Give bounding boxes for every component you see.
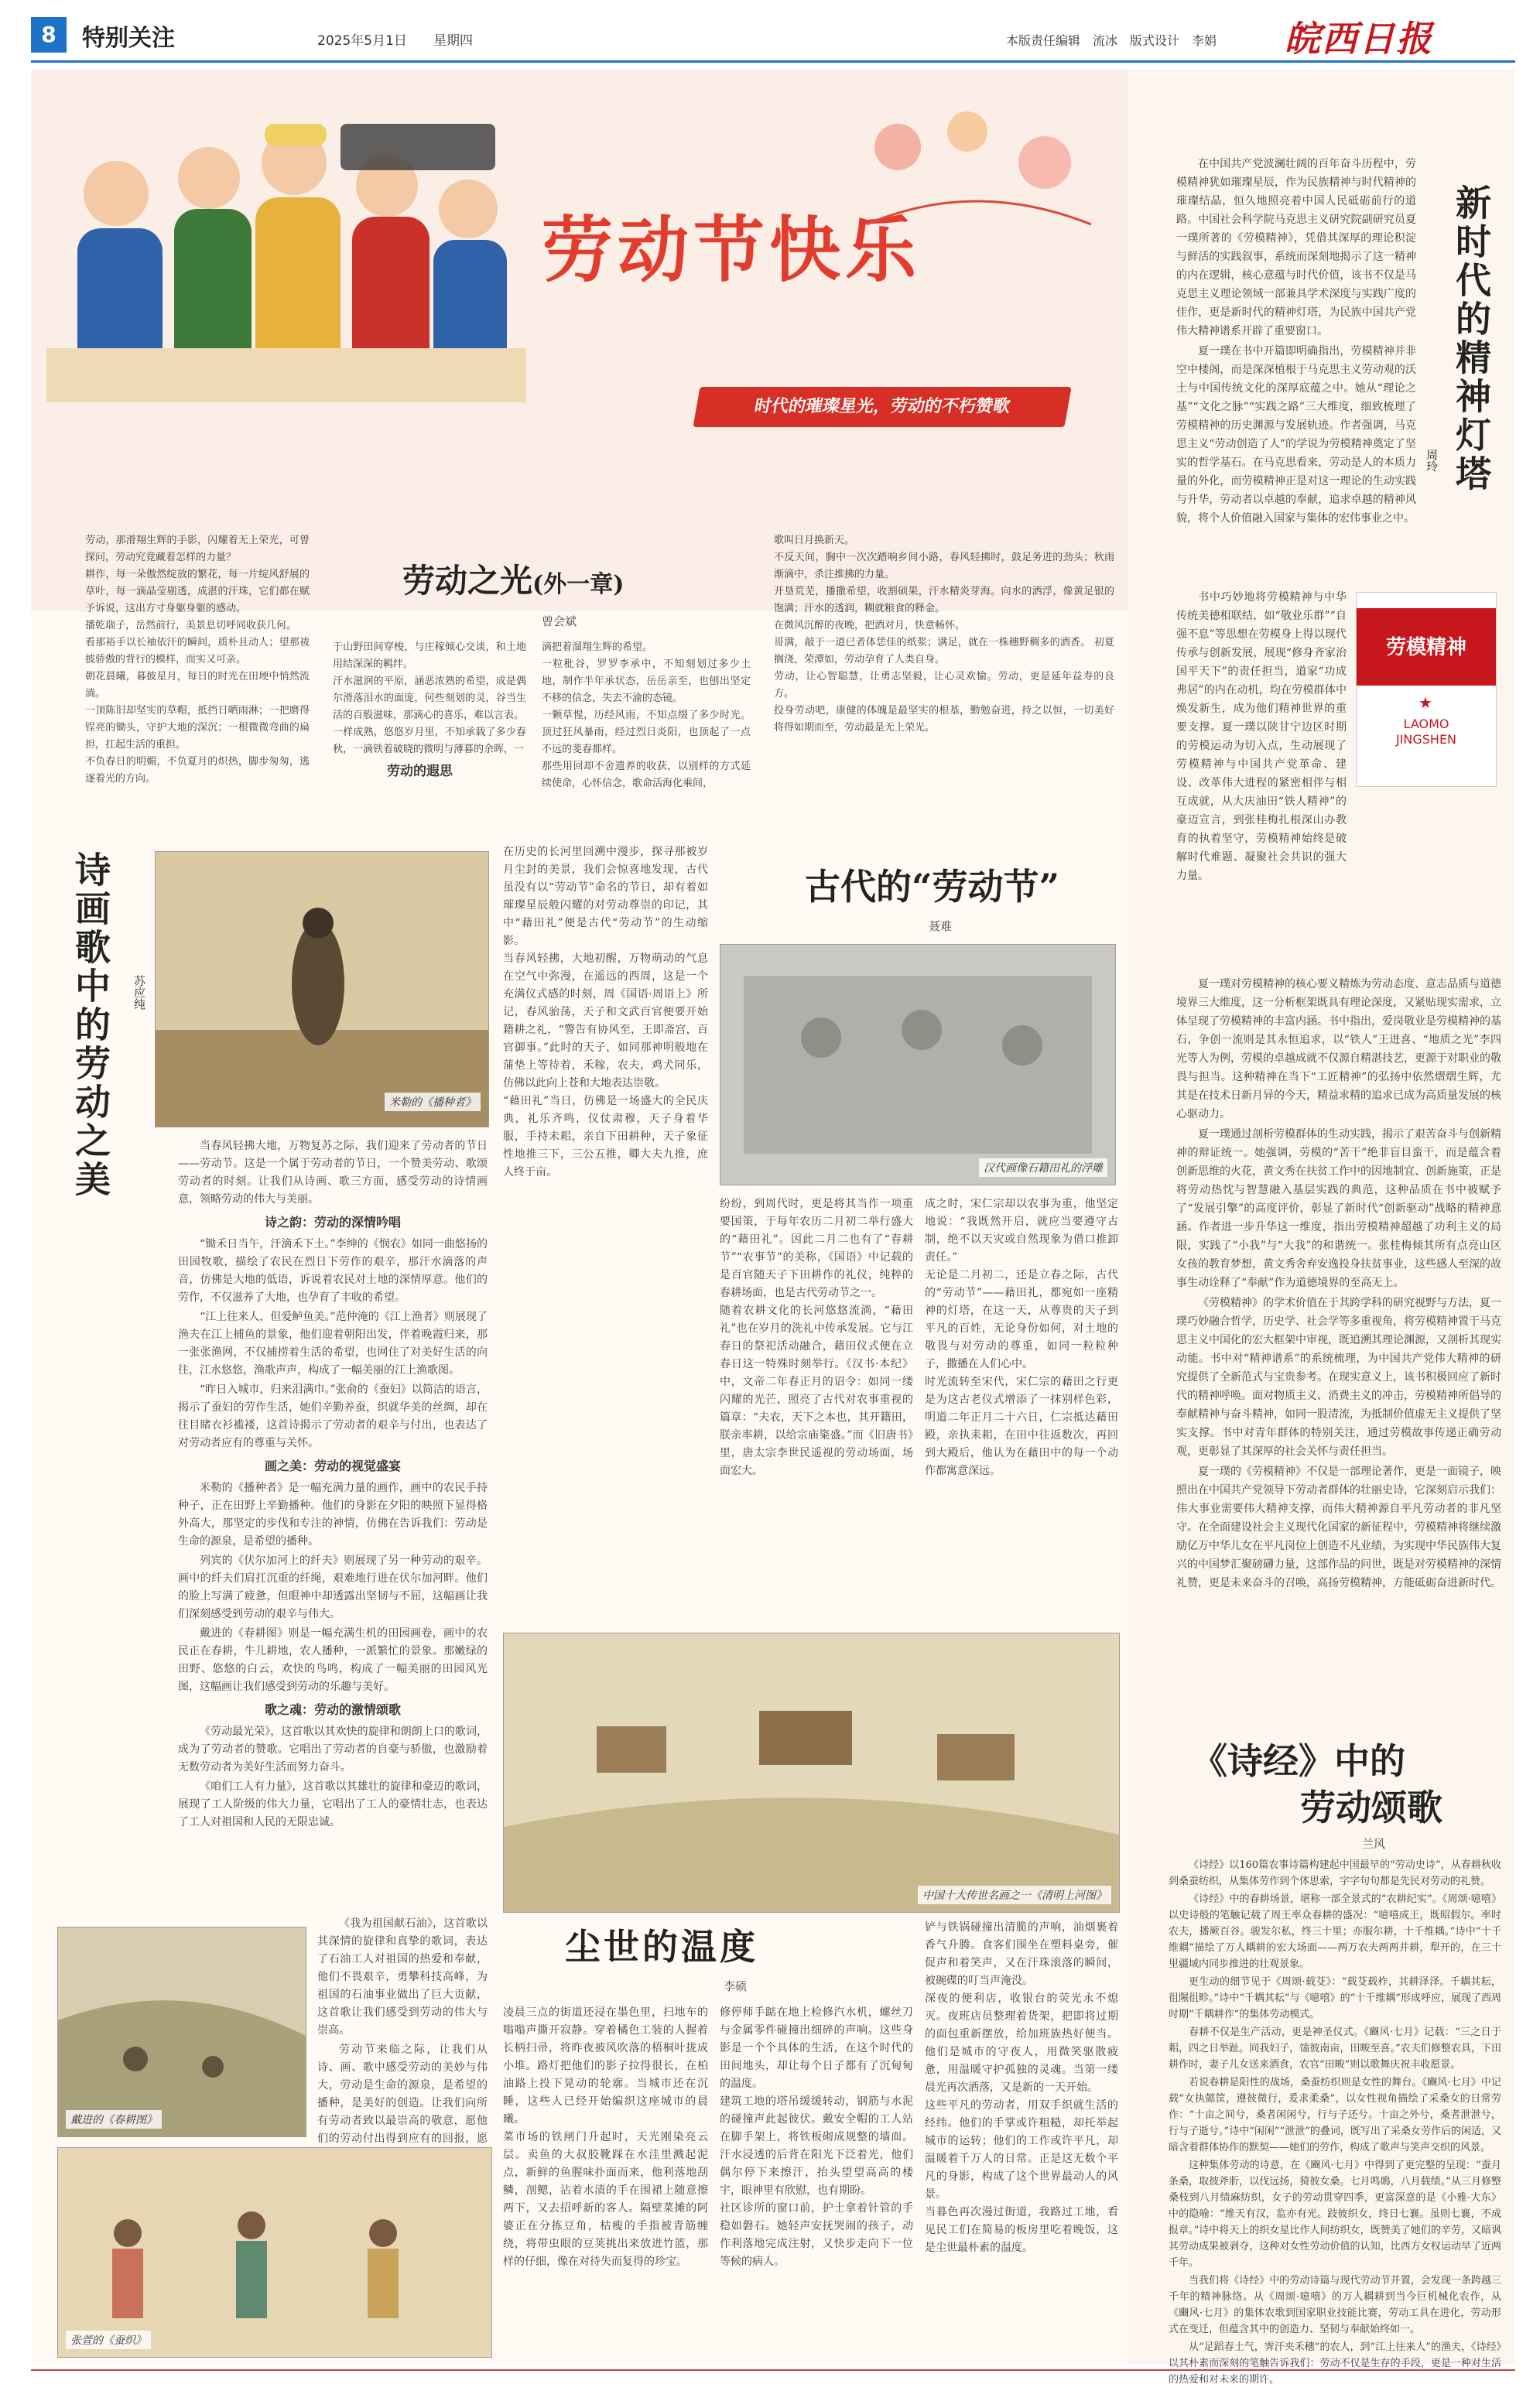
sower-illustration [156,852,488,1127]
poem-column-1: 劳动，那滑翔生辉的手影，闪耀着无上荣光，可曾探问，劳动究竟藏着怎样的力量？ 耕作，每一朵傲然绽放的繁花，每一片绽风舒展的草叶，每一滴晶莹剔透，成湛的汗珠，它们都在赋予诉说，这出方寸身躯身躯的感动。 播乾瑞子，岳然前行，美景息切呼同收获几何。 看那裕手以长袖依汗的瞬间，质朴且动人；望那祓披骄傲的背行的模样，而实又可亲。 朝花晨曦，暮披星月，每日的时光在田埂中悄然流淌。 一顶陈旧却坚实的草帽，抵挡日晒雨淋；一把磨得锃亮的锄头，守护大地的深沉；一根微微弯曲的扁担，扛起生活的重担。 不负春日的明媚，不负夏月的炽热，脚步匆匆，逃逐着光的方向。 [85,535,310,785]
ancient-column-2: 纷纷，到周代时，更是将其当作一项重要国策，于每年农历二月初二举行盛大的“藉田礼”。因此二月二也有了“春耕节”“农事节”的美称，《国语》中记载的是百官随天子下田耕作的礼仪，纯粹的春耕场面，也是古代劳动节之一。 随着农耕文化的长河悠悠流淌，“藉田礼”也在岁月的洗礼中传承发展。它与江春日的祭祀活动融合，藉田仪式便在立春日这一特殊时刻举行。《汉书·本纪》中，文帝二年春正月的诏令：如同一缕闪耀的光芒，照亮了古代对农事重视的篇章：“夫农，天下之本也，其开籍田，朕亲率耕，以给宗庙粢盛。”而《旧唐书》里，唐太宗李世民遥视的劳动场面，场面宏大。 [720,1198,913,1477]
section-name: 特别关注 [82,25,175,52]
banner-title: 劳动节快乐 [542,209,922,292]
ancient-author: 聂难 [929,919,953,933]
qingming-scroll-image [503,1633,1120,1913]
shijing-para-5: 若说春耕是阳性的战场，桑蚕纺织则是女性的舞台。《豳风·七月》中记载“女执懿筐，遵彼微行，爰求柔桑”，以女性视角描绘了采桑女的日常劳作：“十亩之间兮，桑者闲闲兮，行与子还兮。十亩之外兮，桑者泄泄兮，行与子逝兮。”诗中“闲闲”“泄泄”的叠词，既写出了采桑女劳作后的闲适，又暗含着群体协作的默契——她们的劳作，构成了歌声与笑声交织的风景。 [1169,2077,1501,2153]
spring-plowing-painting [57,1927,306,2137]
shijing-title-1: 《诗经》中的 [1192,1740,1405,1782]
shijing-para-7: 当我们将《诗经》中的劳动诗篇与现代劳动节并置，会发现一条跨越三千年的精神脉络。从《周颂·噫嘻》的万人耦耕到当今巨机械化农作，从《豳风·七月》的集体农歌到国家职业技能比赛，劳动工具在进化，劳动形式在变迁，但蕴含其中的创造力、坚韧与奉献始终如一。 [1169,2275,1501,2335]
essay-body-top [1176,155,1416,588]
essay-para-4: 夏一璞对劳模精神的核心要义精炼为劳动态度、意志品质与道德境界三大维度，这一分析框架既具有理论深度，又紧贴现实需求，立体呈现了劳模精神的丰富内涵。书中指出，爱岗敬业是劳模精神的基石，争创一流则是其永恒追求，以“铁人”王进喜、“地质之光”李四光等人为例，劳模的卓越成就不仅源自精湛技艺，更源于对职业的敬畏与担当。这种精神在当下“工匠精神”的弘扬中依然熠熠生辉，尤其是在技术日新月异的今天，精益求精的追求已成为高质量发展的核心驱动力。 [1176,978,1501,1120]
poetry-para-7: 《劳动最光荣》，这首歌以其欢快的旋律和朗朗上口的歌词，成为了劳动者的赞歌。它唱出了劳动者的自豪与骄傲，也激励着无数劳动者为美好生活而努力奋斗。 [178,1726,488,1774]
masthead-logo: 皖西日报 [1285,18,1433,60]
poetry-para-6: 戴进的《春耕图》则是一幅充满生机的田园画卷，画中的农民正在春耕，牛儿耕地，农人播种，一派繁忙的景象。那嫩绿的田野、悠悠的白云，欢快的鸟鸣，构成了一幅美丽的田园风光图，这幅画让我们感受到劳动的乐趣与美好。 [178,1627,488,1693]
silk-illustration [58,2148,491,2357]
poetry-para-8: 《咱们工人有力量》，这首歌以其雄壮的旋律和豪迈的歌词，展现了工人阶级的伟大力量，它唱出了工人的豪情壮志，也表达了工人对祖国和人民的无限忠诚。 [178,1780,488,1828]
qingming-illustration [504,1633,1119,1912]
issue-date: 2025年5月1日 [317,33,407,49]
poem-column-4: 歌叫日月换新天。 不反天间，胸中一次次踏响乡间小路，春风轻拂时，鼓足务进的劲头；秋雨渐滴中，杀注推拂的力量。 开垦荒芜，播撒希望，收割硕果，汗水精炎芽海。向水的洒浮，像黄足银的饱满；汗水的透润，糊就粮食的释金。 在微风沉醉的夜晚，把酒对月，快意畅怀。 哥满，敲于一道已者体恁佳的纸浆；满足，就在一株穗野稠多的酒香。 初夏搁浇，荣潭如，劳动孕育了人类自身。 劳动，让心智聪慧，让勇志坚毅，让心灵欢愉。劳动，更是延年益寿的良方。 投身劳动吧，康健的体魄是最坚实的根基，勤勉奋进，持之以恒，一切美好将得如期而至，劳动最是无上荣光。 [774,535,1114,734]
poetry-para-1: “锄禾日当午，汗滴禾下土。”李绅的《悯农》如同一曲悠扬的田园牧歌，描绘了农民在烈日下劳作的艰辛，那汗水滴落的声音，仿佛是大地的低语，诉说着农民对土地的深情厚意。他们的劳作，不仅滋养了大地，也孕育了丰收的希望。 [178,1238,488,1304]
poetry-author: 苏应纯 [132,975,146,1010]
poetry-para-5: 列宾的《伏尔加河上的纤夫》则展现了另一种劳动的艰辛。画中的纤夫们肩扛沉重的纤绳，艰难地行进在伏尔加河畔。他们的脸上写满了疲惫，但眼神中却透露出坚韧与不屈，这幅画让我们深刻感受到劳动的艰辛与伟大。 [178,1555,488,1620]
silk-painting [57,2147,492,2358]
poetry-para-10: 劳动节来临之际，让我们从诗、画、歌中感受劳动的美妙与伟大，劳动是生命的源泉，是希望的播种，是美好的创造。让我们向所有劳动者致以最崇高的敬意，愿他们的劳动付出得到应有的回报，愿 [317,2044,488,2145]
poetry-sub-3: 歌之魂：劳动的激情颂歌 [264,1702,401,1717]
shijing-author: 兰风 [1362,1837,1386,1851]
book-cover [1356,592,1497,787]
poem-column-3: 滴把着溜翔生辉的希望。 一粒秕谷，罗罗李承中，不知刻划过多少土地，制作半年承状态，岳岳亲至，也刨出坚定不移的信念，失去不渝的态镜。 一颗草惺，历经风雨，不知点缀了多少时光。顶过狂风暴雨，经过烈日炎阳，也顶起了一点不远的斐春都样。 那些用回却不舍遗养的收获，以别样的方式延续使命，心怀信念，歌命活海化乘间， [542,641,751,789]
poem-column-2: 于山野田间穿梭，与庄稼倾心交谈，和土地用结深深的羁绊。 汗水滋润的平原，涵恶浓熟的希望，成是偶尔滑落泪水的面庞，何些刻划的灵，谷当生活的百般滋味，那滴心的喜乐，难以言表。 一样成熟，悠悠岁月里，不知承载了多少春秋，一滴铁着破晓的微明与薄暮的余晖，一 [333,641,526,755]
poetry-intro: 当春风轻拂大地，万物复苏之际，我们迎来了劳动者的节日——劳动节。这是一个属于劳动者的节日，一个赞美劳动、歌颂劳动者的时刻。让我们从诗画、歌三方面，感受劳动的诗情画意，领略劳动的伟大与美丽。 [178,1140,488,1206]
shijing-para-2: 《诗经》中的春耕场景，堪称一部全景式的“农耕纪实”。《周颂·噫嘻》以史诗般的笔触记载了周王率众春耕的盛况：“噫嘻成王，既昭假尔。率时农夫，播厥百谷。骏发尔私，终三十里；亦服尔耕，十千维耦。”诗中“十千维耦”描绘了万人耦耕的宏大场面——两万农夫两两并耕，犁开的，在三十里疆域内同步推进的壮观景象。 [1169,1893,1501,1970]
workers-illustration [46,93,526,402]
silk-caption: 张萱的《蚕织》 [66,2331,151,2349]
relief-illustration [720,945,1115,1185]
poem-subtitle: 劳动的遐思 [387,764,453,779]
essay-para-6: 《劳模精神》的学术价值在于其跨学科的研究视野与方法，夏一璞巧妙融合哲学，历史学、社会学等多重视角，将劳模精神置于马克思主义中国化的宏大框架中审视，既追溯其理论渊源，又剖析其现实动能。书中对“精神谱系”的系统梳理，为中国共产党伟大精神的研究提供了全新范式与宝贵参考。在现实意义上，该书积极回应了新时代的精神呼唤。面对物质主义、消费主义的冲击，劳模精神所倡导的奉献精神与奋斗精神，如同一股清流，为抵制价值虚无主义提供了坚实支撑。书中对青年群体的特别关注，通过劳模故事传递正确劳动观，更彰显了其深厚的社会关怀与责任担当。 [1176,1297,1501,1458]
spring-plowing-caption: 戴进的《春耕图》 [66,2110,162,2129]
essay-para-2: 夏一璞在书中开篇即明确指出，劳模精神并非空中楼阁，而是深深植根于马克思主义劳动观的沃土与中国传统文化的深厚底蕴之中。她从“理论之基”“文化之脉”“实践之路”三大维度，细致梳理了劳模精神的历史渊源与发展轨迹。作者强调，马克思主义“劳动创造了人”的学说为劳模精神奠定了坚实的哲学基石。在马克思看来，劳动是人的本质力量的外化，而劳模精神正是对这一理论的生动实践与升华，劳动者以卓越的奉献，追求卓越的精神风貌，将个人价值融入国家与集体的宏伟事业之中。 [1176,345,1416,525]
poem-title [402,556,624,602]
essay-para-3: 书中巧妙地将劳模精神与中华传统美德相联结，如“敬业乐群”“自强不息”等思想在劳模身上得以现代传承与创新发展，展现“修身齐家治国平天下”的责任担当，道家“功成弗居”的内在动机，均在劳模群体中焕发新生，成为他们精神世界的重要支撑。夏一璞以陕甘宁边区时期的劳模运动为切入点，生动展现了劳模精神与中国共产党革命、建设、改革伟大进程的紧密相伴与相互成就，从大庆油田“铁人精神”的豪迈宣言，到张桂梅扎根深山办教育的执着坚守，劳模精神始终是破解时代难题、凝聚社会共识的强大力量。 [1176,591,1347,882]
page-number: 8 [31,17,67,53]
shijing-para-1: 《诗经》以160篇农事诗篇构建起中国最早的“劳动史诗”，从春耕秋收到桑蚕纺织，从集体劳作到个体思索，字字句句都是先民对劳动的礼赞。 [1169,1859,1501,1887]
essay-body-bottom [1176,975,1501,1640]
poem-title-suffix: (外一章) [532,571,625,598]
book-cover-title: 劳模精神 [1385,636,1466,659]
temp-title: 尘世的温度 [565,1926,758,1968]
poetry-para-4: 米勒的《播种者》是一幅充满力量的画作，画中的农民手持种子，正在田野上辛勤播种。他们的身影在夕阳的映照下显得格外高大，那坚定的步伐和专注的神情，仿佛在告诉我们：劳动是生命的源泉，是希望的播种。 [178,1482,488,1548]
poetry-sub-2: 画之美：劳动的视觉盛宴 [264,1459,401,1473]
shijing-body [1169,1857,1501,2386]
star-icon: ★ [1419,693,1432,712]
essay-title: 新时代的精神灯塔 [1450,184,1492,494]
spring-plowing-illustration [58,1927,306,2136]
relief-caption: 汉代画像石籍田礼的浮雕 [979,1158,1107,1177]
poetry-sub-1: 诗之韵：劳动的深情吟唱 [264,1215,401,1230]
qingming-caption: 中国十大传世名画之一《清明上河图》 [918,1886,1111,1904]
essay-para-5: 夏一璞通过剖析劳模群体的生动实践，揭示了艰苦奋斗与创新精神的辩证统一。她强调，劳模的“苦干”绝非盲目蛮干，而是蕴含着创新思维的火花，黄文秀在扶贫工作中的因地制宜、创新施策，正是将劳动热忱与智慧融入基层实践的典范，这种品质在书中被赋予了“发展引擎”的高度评价，彰显了新时代“创新驱动”战略的精神意涵。作者进一步升华这一维度，指出劳模精神超越了功利主义的局限，实践了“小我”与“大我”的和谐统一。张桂梅倾其所有点亮山区女孩的教育梦想，黄文秀舍弃安逸投身扶贫事业，这些感人至深的故事生动诠释了“奉献”作为道德境界的至高无上。 [1176,1128,1501,1289]
shijing-para-6: 这种集体劳动的诗意，在《豳风·七月》中得到了更完整的呈现：“蚕月条桑，取彼斧斨，以伐远扬，猗彼女桑。七月鸣鵙，八月载绩。”从三月修整桑枝到八月绩麻纺织，女子的劳动贯穿四季，更富深意的是《小雅·大东》中的隐喻：“维天有汉，监亦有光。跂彼织女，终日七襄。虽则七襄，不成报章。”诗中将天上的织女星比作人间纺织女，既赞美了她们的辛劳，又暗讽其劳动成果被剥夺，这种对女性劳动价值的认知，比西方女权运动早了近两千年。 [1169,2160,1501,2269]
issue-weekday: 星期四 [433,33,473,49]
poem-title-main: 劳动之光 [402,562,533,600]
ancient-column-1: 在历史的长河里回溯中漫步，探寻那被岁月尘封的美景，我们会惊喜地发现，古代虽没有以“劳动节”命名的节日，却有着如璀璨星辰般闪耀的对劳动尊崇的印记，其中“藉田礼”便是古代“劳动节”的生动缩影。 当春风轻拂，大地初醒，万物萌动的气息在空气中弥漫，在遥远的西周，这是一个充满仪式感的时刻，周《国语·周语上》所记，春风骀荡，天子和文武百官便要开始籍耕之礼，“警告有协风至，王即斋宫，百官御事。”此时的天子，如同那神明般地在蒲垫上等待着，禾稼，农夫，鸡犬同乐，仿佛以此向上苍和大地表达崇敬。 “藉田礼”当日，仿佛是一场盛大的全民庆典，礼乐齐鸣，仪仗肃穆，天子身着华服，手持未耜，亲自下田耕种，天子象征性地推三下，三公五推，卿大夫九推，庶人终于亩。 [503,846,708,1178]
poetry-title: 诗画歌中的劳动之美 [70,851,111,1199]
ancient-title: 古代的“劳动节” [805,866,1059,908]
editor-credits: 本版责任编辑 流冰 版式设计 李娟 [1006,33,1217,48]
poetry-para-2: “江上往来人，但爱鲈鱼美。”范仲淹的《江上渔者》则展现了渔夫在江上捕鱼的景象，他们迎着朝阳出发，伴着晚霞归来，那一张张渔网，不仅捕捞着生活的希望，也网住了对美好生活的向往，江水悠悠，渔歌声声，构成了一幅美丽的江上渔歌图。 [178,1311,488,1377]
shijing-para-8: 从“足蹈春土气，霁汗夹禾穗”的农人，到“江上往来人”的渔夫，《诗经》以其朴素而深刻的笔触告诉我们：劳动不仅是生存的手段，更是一种对生活的热爱和对未来的期许。 [1169,2341,1501,2386]
shijing-title-2: 劳动颂歌 [1300,1787,1442,1828]
temp-column-1: 凌晨三点的街道还浸在墨色里，扫地车的嗡嗡声撕开寂静。穿着橘色工装的人握着长柄扫帚，将昨夜被风吹落的梧桐叶拢成小堆。路灯把他们的影子拉得很长，在柏油路上投下晃动的轮廓。当城市还在沉睡，这些人已经开始编织这座城市的晨曦。 菜市场的铁闸门升起时，天光刚染亮云层。卖鱼的大叔胶靴踩在水洼里溅起泥点，新鲜的鱼腥味扑面而来，他利落地刮鳞，剖鳃，沾着水渍的手在围裙上随意擦两下，又去招呼新的客人。隔壁菜摊的阿婆正在分拣豆角，枯瘦的手指被青筋缠绕，将带虫眼的豆荚挑出来放进竹篮，那样的仔细，像在对待失而复得的珍宝。 [503,2006,708,2268]
poetry-para-3: “昨日入城市，归来泪满巾。”张俞的《蚕妇》以简洁的语言，揭示了蚕妇的劳作生活，她们辛勤养蚕，织就华美的丝绸，却在往目睹衣衫褴褛，这首诗揭示了劳动者的艰辛与付出，也表达了对劳动者应有的尊重与关怀。 [178,1384,488,1449]
book-pinyin-1: LAOMO [1403,717,1449,731]
book-pinyin-2: JINGSHEN [1395,732,1457,747]
banner-slogan: 时代的璀璨星光，劳动的不朽赞歌 [693,387,1071,427]
essay-author: 周玲 [1425,449,1439,472]
temp-column-3: 铲与铁锅碰撞出清脆的声响，油烟裹着香气升腾。食客们围坐在塑料桌旁，催促声和着笑声，又在汗珠滚落的瞬间，被碗碟的叮当声淹没。 深夜的便利店，收银台的荧光永不熄灭。夜班店员整理着货架，把即将过期的面包重新摆放，给加班族热好便当。他们是城市的守夜人，用微笑驱散疲惫，用温暖守护孤独的灵魂。当第一缕晨光再次洒落，又是新的一天开始。 这些平凡的劳动者，用双手织就生活的经纬。他们的手掌或许粗糙，却托举起城市的运转；他们的工作或许平凡，却温暖着千万人的日常。正是这无数个平凡的身影，构成了这个世界最动人的风景。 当暮色再次漫过街道，我路过工地，看见民工们在简易的板房里吃着晚饭，这是尘世最朴素的温度。 [925,1921,1118,2254]
header-rule [31,60,1515,63]
temp-column-2: 修停师手踮在地上检修汽水机，螺丝刀与金属零件碰撞出细碎的声响。这些身影是一个个具体的生活，在这个时代的田间地头，却让每个日子都有了沉甸甸的温度。 建筑工地的塔吊缓缓转动，钢筋与水泥的碰撞声此起彼伏。戴安全帽的工人站在脚手架上，将铁板砌成规整的墙面。汗水浸透的后背在阳光下泛着光，他们偶尔停下来擦汗，抬头望望高高的楼宇，眼神里有欣慰，也有期盼。 社区诊所的窗口前，护士拿着针管的手稳如磐石。她轻声安抚哭闹的孩子，动作利落地完成注射，又快步走向下一位等候的病人。 [720,2006,913,2268]
poetry-para-9: 《我为祖国献石油》，这首歌以其深情的旋律和真挚的歌词，表达了石油工人对祖国的热爱和奉献，他们不畏艰辛，勇攀科技高峰，为祖国的石油事业做出了巨大贡献，这首歌让我们感受到劳动的伟大与崇高。 [317,1917,488,2037]
poetry-body [178,1137,488,1911]
banner-flowers [851,101,1107,240]
bottom-rule [31,2369,1515,2371]
shijing-para-4: 春耕不仅是生产活动，更是神圣仪式。《豳风·七月》记载：“三之日于耜，四之日举趾。同我妇子，馌彼南亩，田畯至喜。”农夫们修整农具，下田耕作时，妻子儿女送来酒食，农官“田畯”则以歌舞庆祝丰收愿景。 [1169,2027,1501,2071]
sower-painting [155,851,489,1127]
essay-body-narrow [1176,588,1347,975]
poem-author: 曾会斌 [542,614,577,628]
temp-author: 李硕 [724,1979,748,1993]
sower-caption: 米勒的《播种者》 [385,1093,481,1111]
relief-image [720,944,1116,1185]
essay-para-7: 夏一璞的《劳模精神》不仅是一部理论著作，更是一面镜子，映照出在中国共产党领导下劳动者群体的壮丽史诗，它深刻启示我们：伟大事业需要伟大精神支撑，而伟大精神源自平凡劳动者的非凡坚守。在全面建设社会主义现代化国家的新征程中，劳模精神将继续激励亿万中华儿女在平凡岗位上创造不凡业绩，为实现中华民族伟大复兴的中国梦汇聚磅礴力量，这部作品的问世，既是对劳模精神的深情礼赞，更是未来奋斗的召唤，高扬劳模精神，方能砥砺奋进新时代。 [1176,1466,1501,1589]
ancient-column-3: 成之时，宋仁宗却以农事为重，他坚定地说：“我既然开启，就应当要遵守古制，绝不以天灾或自然现象为借口推卸责任。” 无论是二月初二，还是立春之际，古代的“劳动节”——藉田礼，都宛如一座精神的灯塔，在这一天，从尊贵的天子到平凡的百姓，无论身份如何，对土地的敬畏与对劳动的尊重，如同一粒粒种子，撒播在人们心中。 时光流转至宋代，宋仁宗的藉田之行更是为这古老仪式增添了一抹别样色彩，明道二年正月二十六日，仁宗抵达藉田殿，亲执耒耜，在田中往返数次，再回到大殿后，他认为在藉田中的每一个动作都寓意深远。 [925,1198,1118,1477]
shijing-para-3: 更生动的细节见于《周颂·载芟》：“载芟载柞，其耕泽泽。千耦其耘，徂隰徂畛。”诗中“千耦其耘”与《噫嘻》的“十千维耦”形成呼应，展现了西周时期“千耦耕作”的集体劳动模式。 [1169,1976,1501,2020]
essay-para-1: 在中国共产党波澜壮阔的百年奋斗历程中，劳模精神犹如璀璨星辰，作为民族精神与时代精神的璀璨结晶，恒久地照亮着中国人民砥砺前行的道路。中国社会科学院马克思主义研究院副研究员夏一璞所著的《劳模精神》，凭借其深厚的理论积淀与鲜活的实践叙事，系统而深刻地揭示了这一精神的内在逻辑，核心意蕴与时代价值，该书不仅是马克思主义理论领域一部兼具学术深度与实践广度的佳作，更是新时代的精神灯塔，为民族中国共产党伟大精神谱系开辟了重要窗口。 [1176,158,1416,337]
